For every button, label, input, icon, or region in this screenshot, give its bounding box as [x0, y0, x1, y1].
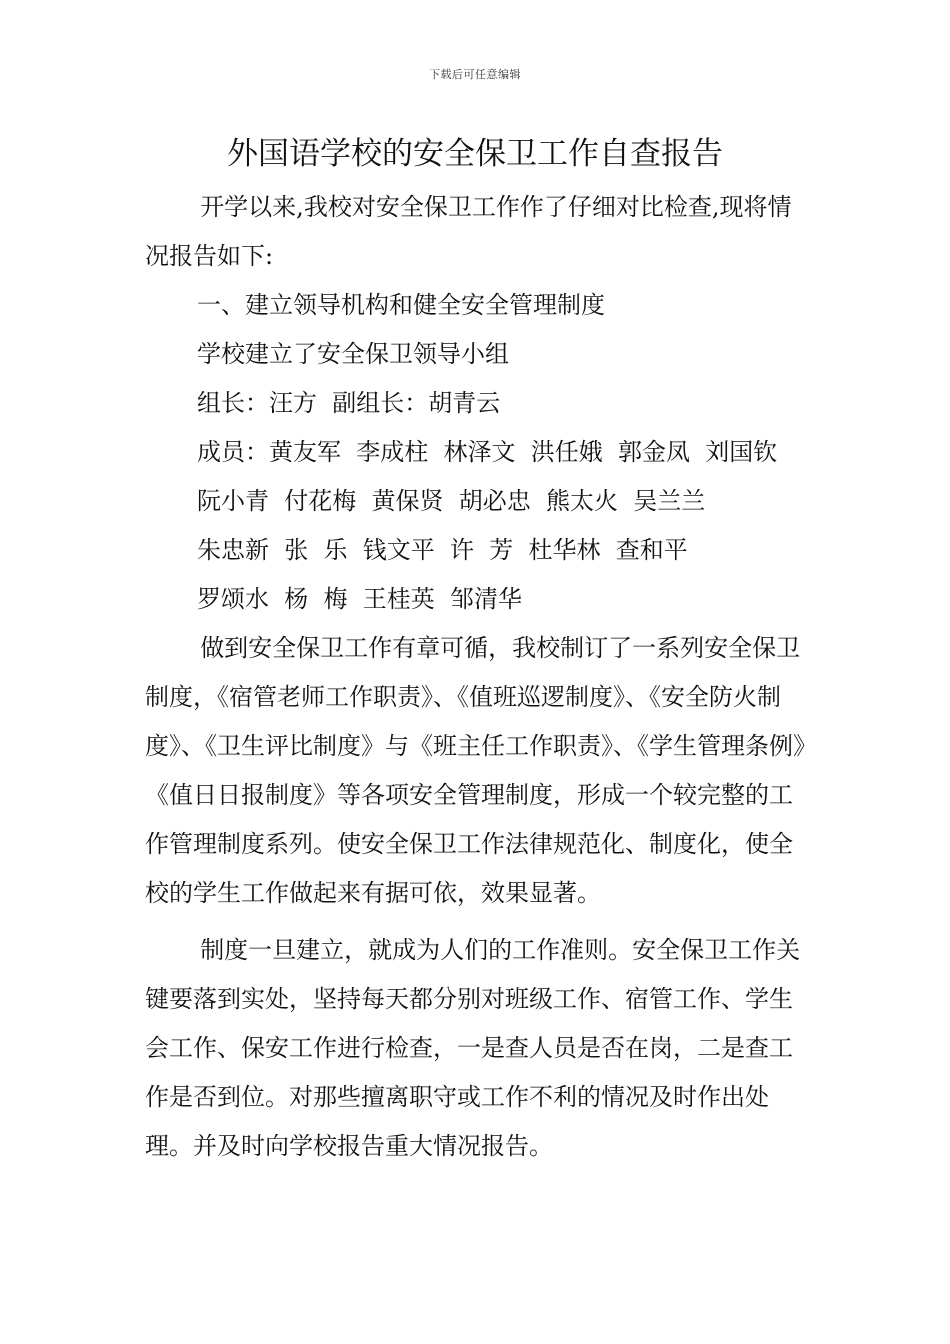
implementation-paragraph: 制度一旦建立，就成为人们的工作准则。安全保卫工作关键要落到实处，坚持每天都分别对班级工作、宿管工作、学生会工作、保安工作进行检查，一是查人员是否在岗，二是查工作是否到位。对那些擅离职守或工作不利的情况及时作出处理。并及时向学校报告重大情况报告。 — [145, 936, 801, 1160]
group-established-line: 学校建立了安全保卫领导小组 — [197, 340, 509, 368]
section-heading: 一、建立领导机构和健全安全管理制度 — [197, 291, 605, 319]
header-note: 下载后可任意编辑 — [429, 68, 521, 81]
regulations-paragraph: 做到安全保卫工作有章可循，我校制订了一系列安全保卫制度，《宿管老师工作职责》、《值班巡逻制度》、《安全防火制度》、《卫生评比制度》与《班主任工作职责》、《学生管理条例》《值日日报制度》等各项安全管理制度，形成一个较完整的工作管理制度系列。使安全保卫工作法律规范化、制度化，使全校的学生工作做起来有据可依，效果显著。 — [145, 634, 805, 907]
document-body — [145, 183, 810, 1171]
members-line-2: 阮小青 付花梅 黄保贤 胡必忠 熊太火 吴兰兰 — [197, 487, 706, 515]
leaders-line: 组长：汪方 副组长：胡青云 — [197, 389, 501, 417]
intro-paragraph: 开学以来,我校对安全保卫工作作了仔细对比检查,现将情况报告如下: — [145, 193, 792, 270]
members-line-1: 成员：黄友军 李成柱 林泽文 洪任娥 郭金凤 刘国钦 — [197, 438, 778, 466]
members-line-4: 罗颂水 杨 梅 王桂英 邹清华 — [197, 585, 523, 613]
members-line-3: 朱忠新 张 乐 钱文平 许 芳 杜华林 查和平 — [197, 536, 688, 564]
document-title: 外国语学校的安全保卫工作自查报告 — [227, 136, 723, 172]
